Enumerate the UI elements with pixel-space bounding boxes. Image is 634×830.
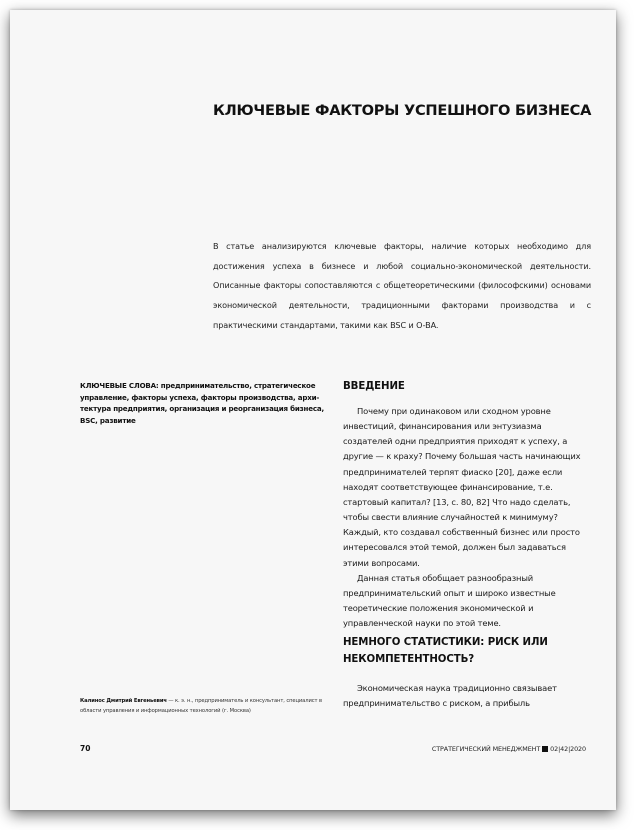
journal-page	[10, 10, 616, 810]
journal-footer	[432, 745, 586, 753]
keywords-label: КЛЮЧЕВЫЕ СЛОВА:	[80, 381, 159, 390]
intro-paragraph-2: Данная статья обобщает разнообразный предпринимательский опыт и широко известные теоретические положения экономической и управленческой науки по этой теме.	[343, 572, 556, 629]
author-name: Калинос Дмитрий Евгеньевич	[80, 698, 167, 704]
statistics-paragraph-1: Экономическая наука традиционно связывает предпринимательство с риском, а прибыль	[343, 683, 557, 709]
square-separator-icon	[542, 746, 548, 752]
keywords-text: предпринимательство, стратегическое управление, факторы успеха, факторы производства, архи-тектура предприятия, организация и реорганизация бизнеса, BSC, развитие	[80, 381, 324, 425]
journal-issue: 02|42|2020	[550, 745, 586, 753]
intro-paragraph-1: Почему при одинаковом или сходном уровне инвестиций, финансирования или энтузиазма создателей одни предприятия приходят к успеху, а другие — к краху? Почему большая часть начинающих предпринимателей терпят фиаско [20], даже если находят соответствующее финансирование, т.е. стартовый капитал? [13, с. 80, 82] Что надо сделать, чтобы свести влияние случайностей к минимуму? Каждый, кто создавал собственный бизнес или просто интересовался этой темой, должен был задаваться этими вопросами.	[343, 406, 581, 568]
article-abstract: В статье анализируются ключевые факторы, наличие которых необходимо для достижения успеха в бизнесе и любой социально-экономической деятельности. Описанные факторы сопоставляются с общетеоретическими (философскими) основами экономической деятельности, традиционными факторами производства и с практическими стандартами, такими как BSC и O-BA.	[213, 241, 591, 330]
section-heading-statistics: НЕМНОГО СТАТИСТИКИ: РИСК ИЛИ НЕКОМПЕТЕНТНОСТЬ?	[343, 637, 548, 665]
keywords-block	[80, 380, 324, 426]
statistics-body	[343, 681, 588, 711]
author-note	[80, 696, 330, 716]
page-number: 70	[80, 744, 91, 753]
journal-name: СТРАТЕГИЧЕСКИЙ МЕНЕДЖМЕНТ	[431, 745, 541, 753]
article-title: КЛЮЧЕВЫЕ ФАКТОРЫ УСПЕШНОГО БИЗНЕСА	[213, 102, 592, 119]
intro-body	[343, 404, 588, 631]
section-heading-intro: ВВЕДЕНИЕ	[343, 381, 405, 392]
author-details: — к. э. н., предприниматель и консультант, специалист в области управления и информационных технологий (г. Москва)	[80, 698, 322, 714]
